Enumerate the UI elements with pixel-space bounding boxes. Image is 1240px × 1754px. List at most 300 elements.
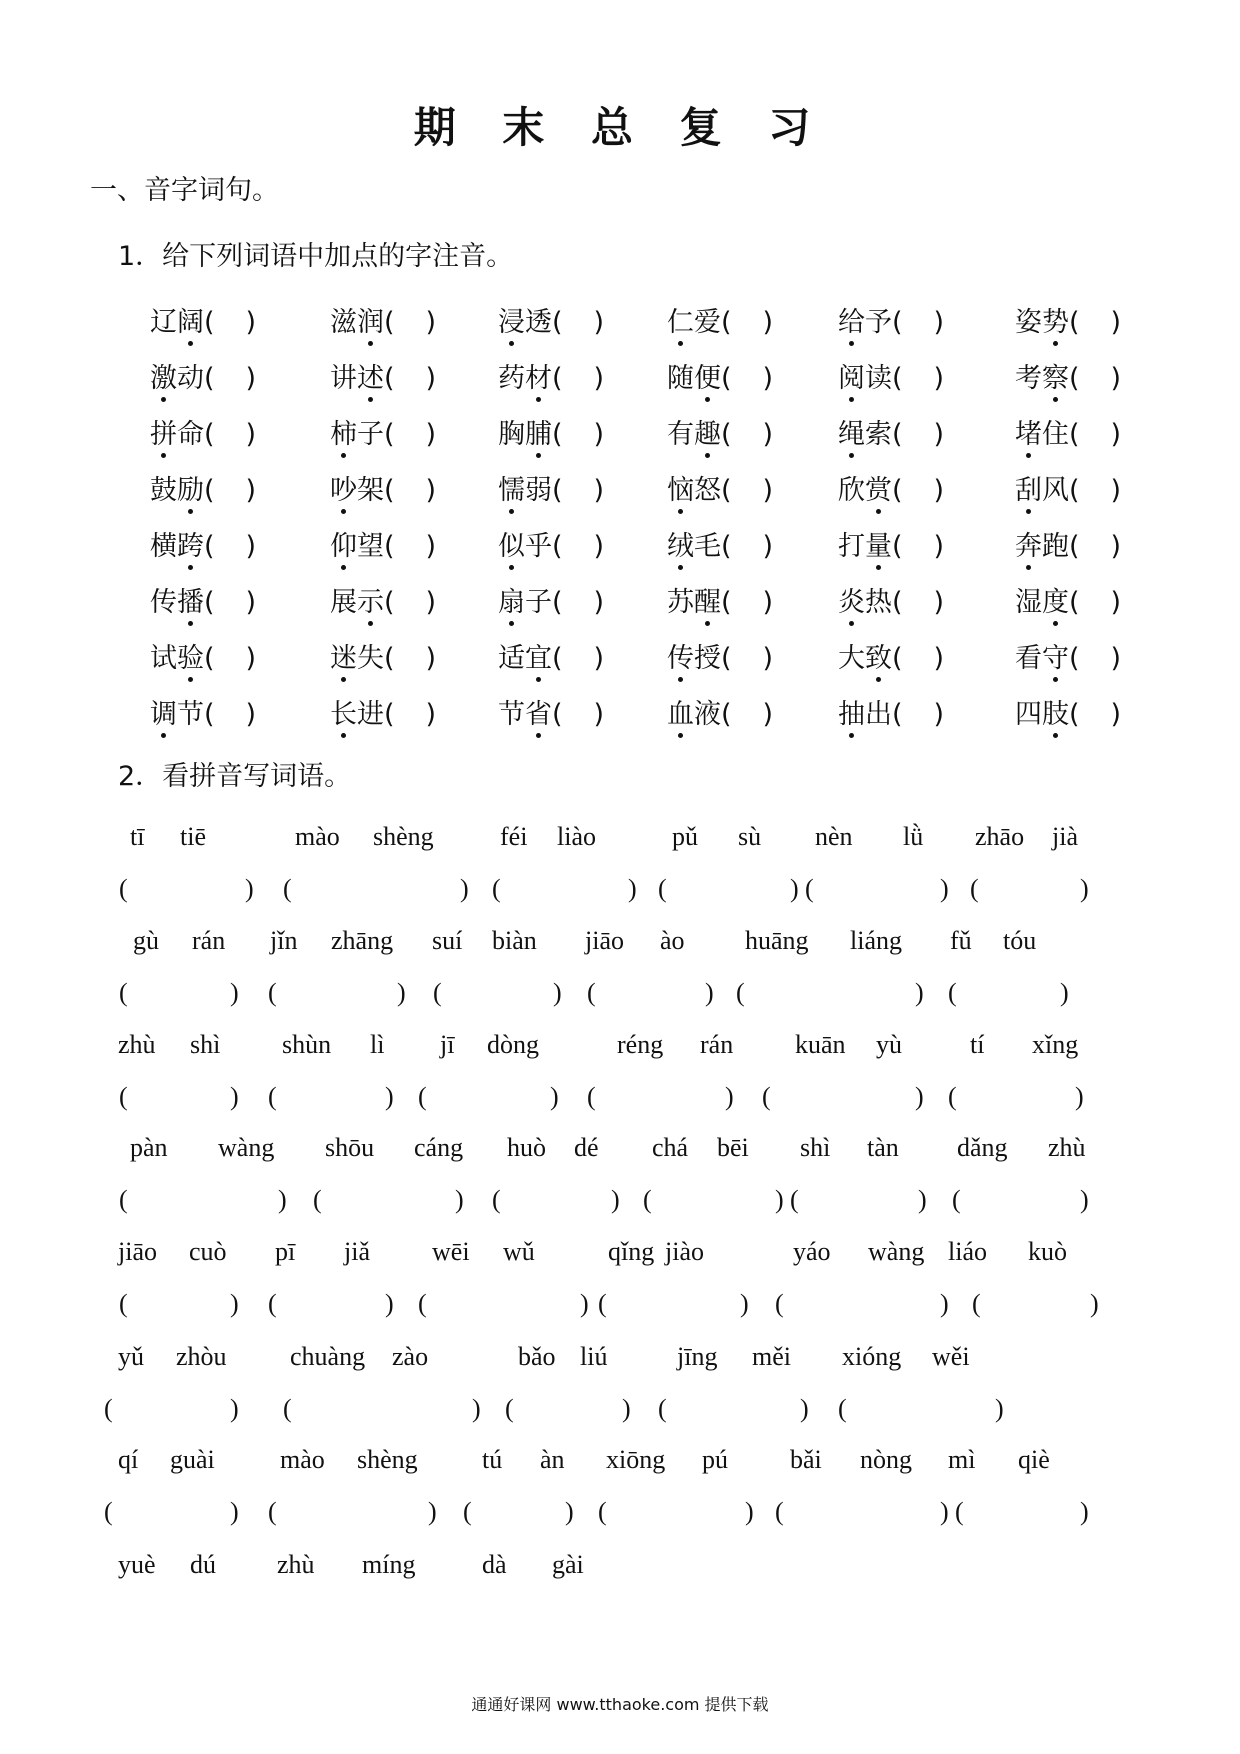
word-item [667,580,827,636]
answer-blank[interactable] [892,419,944,450]
pinyin-syllable: tī [130,822,145,851]
word-text: 姿势 [1015,307,1069,338]
word-item [838,300,998,356]
paren-close[interactable]: ) [460,874,469,903]
paren-close[interactable]: ) [800,1394,809,1423]
paren-open[interactable]: ( [598,1497,607,1526]
word-item [838,636,998,692]
paren-close[interactable]: ) [1090,1289,1099,1318]
word-text: 湿度 [1015,587,1069,618]
paren-close: ) [762,531,773,562]
answer-blank[interactable] [892,643,944,674]
paren-close[interactable]: ) [1075,1082,1084,1111]
paren-close: ) [1110,531,1121,562]
word-text: 欣赏 [838,475,892,506]
pinyin-syllable: xiōng [606,1445,666,1474]
word-text: 刮风 [1015,475,1069,506]
word-item [838,524,998,580]
paren-open: ( [384,363,395,394]
answer-blank[interactable] [384,307,436,338]
answer-blank[interactable] [1069,587,1121,618]
answer-blank[interactable] [204,419,256,450]
paren-open: ( [1069,307,1080,338]
paren-close: ) [762,363,773,394]
pinyin-row [0,1133,1240,1169]
answer-blank[interactable] [552,475,604,506]
pinyin-syllable: tú [482,1445,503,1474]
word-text: 拼命 [150,419,204,450]
paren-open: ( [1069,363,1080,394]
paren-open: ( [204,587,215,618]
answer-blank[interactable] [204,643,256,674]
paren-close[interactable]: ) [550,1082,559,1111]
answer-blank[interactable] [721,699,773,730]
paren-open[interactable]: ( [104,1394,113,1423]
answer-blank[interactable] [204,699,256,730]
paren-open[interactable]: ( [972,1289,981,1318]
answer-blank[interactable] [892,363,944,394]
answer-blank-row [0,1289,1240,1325]
answer-blank[interactable] [552,531,604,562]
paren-close[interactable]: ) [628,874,637,903]
pinyin-syllable: pī [275,1237,296,1266]
answer-blank[interactable] [204,587,256,618]
answer-blank[interactable] [892,699,944,730]
paren-close[interactable]: ) [745,1497,754,1526]
paren-open: ( [552,419,563,450]
paren-open[interactable]: ( [492,874,501,903]
answer-blank[interactable] [892,307,944,338]
paren-open[interactable]: ( [643,1185,652,1214]
pinyin-syllable: pú [702,1445,728,1474]
paren-close: ) [245,587,256,618]
paren-close[interactable]: ) [472,1394,481,1423]
answer-blank[interactable] [204,363,256,394]
word-item [498,468,658,524]
word-item [150,356,310,412]
word-item [330,468,490,524]
answer-blank[interactable] [721,643,773,674]
paren-open[interactable]: ( [775,1497,784,1526]
pinyin-syllable: zhāo [975,822,1025,851]
paren-close: ) [933,699,944,730]
paren-open[interactable]: ( [119,1185,128,1214]
paren-open[interactable]: ( [119,978,128,1007]
answer-blank[interactable] [384,643,436,674]
answer-blank[interactable] [1069,307,1121,338]
paren-close: ) [593,643,604,674]
paren-close: ) [425,419,436,450]
pinyin-syllable: pǔ [672,822,698,851]
paren-close: ) [933,475,944,506]
word-text: 迷失 [330,643,384,674]
word-text: 有趣 [667,419,721,450]
paren-open[interactable]: ( [463,1497,472,1526]
paren-open: ( [892,699,903,730]
word-text: 展示 [330,587,384,618]
paren-close: ) [593,531,604,562]
word-text: 浸透 [498,307,552,338]
answer-blank[interactable] [1069,419,1121,450]
answer-blank[interactable] [721,307,773,338]
word-text: 讲述 [330,363,384,394]
paren-close: ) [762,699,773,730]
pinyin-syllable: tóu [1003,926,1037,955]
paren-close[interactable]: ) [230,1289,239,1318]
paren-open[interactable]: ( [433,978,442,1007]
paren-close[interactable]: ) [940,1289,949,1318]
paren-open[interactable]: ( [119,1289,128,1318]
answer-blank[interactable] [1069,475,1121,506]
paren-close[interactable]: ) [915,1082,924,1111]
word-text: 辽阔 [150,307,204,338]
pinyin-syllable: gù [133,926,159,955]
word-text: 阅读 [838,363,892,394]
word-text: 适宜 [498,643,552,674]
answer-blank-row [0,1082,1240,1118]
paren-close[interactable]: ) [1080,874,1089,903]
paren-close: ) [593,587,604,618]
paren-open: ( [204,363,215,394]
pinyin-syllable: lì [370,1030,385,1059]
paren-open[interactable]: ( [736,978,745,1007]
paren-close: ) [245,363,256,394]
word-text: 奔跑 [1015,531,1069,562]
word-item [150,468,310,524]
question-2-title: 2．看拼音写词语。 [118,761,352,792]
paren-close[interactable]: ) [790,874,799,903]
answer-blank[interactable] [384,475,436,506]
paren-close: ) [1110,643,1121,674]
pinyin-syllable: shōu [325,1133,375,1162]
word-item [838,692,998,748]
paren-open[interactable]: ( [268,978,277,1007]
paren-close[interactable]: ) [611,1185,620,1214]
paren-close[interactable]: ) [705,978,714,1007]
pinyin-syllable: jiāo [118,1237,157,1266]
paren-open: ( [384,531,395,562]
word-text: 柿子 [330,419,384,450]
word-item [1015,692,1175,748]
pinyin-row [0,1237,1240,1273]
paren-close[interactable]: ) [385,1289,394,1318]
word-item [330,524,490,580]
paren-close[interactable]: ) [278,1185,287,1214]
paren-close[interactable]: ) [455,1185,464,1214]
pinyin-row [0,1445,1240,1481]
answer-blank[interactable] [204,307,256,338]
paren-open: ( [384,419,395,450]
paren-open[interactable]: ( [775,1289,784,1318]
paren-close[interactable]: ) [622,1394,631,1423]
paren-close[interactable]: ) [775,1185,784,1214]
paren-open: ( [721,531,732,562]
paren-open[interactable]: ( [283,1394,292,1423]
paren-open: ( [721,475,732,506]
paren-open: ( [1069,587,1080,618]
paren-close: ) [933,419,944,450]
answer-blank[interactable] [892,475,944,506]
answer-blank[interactable] [1069,531,1121,562]
paren-close[interactable]: ) [385,1082,394,1111]
answer-blank-row [0,978,1240,1014]
answer-blank[interactable] [384,419,436,450]
paren-close[interactable]: ) [1060,978,1069,1007]
word-item [667,412,827,468]
word-row [150,580,1160,636]
pinyin-syllable: dú [190,1550,216,1579]
word-text: 考察 [1015,363,1069,394]
pinyin-syllable: mì [948,1445,976,1474]
answer-blank[interactable] [1069,363,1121,394]
paren-open[interactable]: ( [658,1394,667,1423]
answer-blank[interactable] [384,363,436,394]
paren-close: ) [245,307,256,338]
paren-open[interactable]: ( [955,1497,964,1526]
paren-open[interactable]: ( [805,874,814,903]
paren-open[interactable]: ( [952,1185,961,1214]
paren-open[interactable]: ( [268,1082,277,1111]
paren-close: ) [933,363,944,394]
word-row [150,356,1160,412]
word-item [838,580,998,636]
paren-open[interactable]: ( [119,874,128,903]
pinyin-syllable: suí [432,926,463,955]
paren-close[interactable]: ) [940,1497,949,1526]
paren-open: ( [892,531,903,562]
pinyin-syllable: rán [192,926,226,955]
pinyin-syllable: pàn [130,1133,168,1162]
pinyin-syllable: dé [574,1133,599,1162]
paren-open: ( [552,699,563,730]
pinyin-syllable: jiào [665,1237,704,1266]
paren-open[interactable]: ( [104,1497,113,1526]
pinyin-syllable: sù [738,822,762,851]
pinyin-syllable: shùn [282,1030,332,1059]
paren-close: ) [933,531,944,562]
word-row [150,524,1160,580]
answer-blank[interactable] [721,587,773,618]
pinyin-syllable: liào [557,822,596,851]
pinyin-syllable: kuān [795,1030,846,1059]
answer-blank[interactable] [892,587,944,618]
paren-close: ) [1110,419,1121,450]
paren-open[interactable]: ( [418,1082,427,1111]
word-item [667,468,827,524]
paren-open[interactable]: ( [970,874,979,903]
answer-blank[interactable] [1069,643,1121,674]
answer-blank[interactable] [384,531,436,562]
answer-blank[interactable] [1069,699,1121,730]
pinyin-syllable: qiè [1018,1445,1050,1474]
paren-close[interactable]: ) [995,1394,1004,1423]
question-1-grid [150,300,1160,748]
word-text: 仰望 [330,531,384,562]
pinyin-syllable: gài [552,1550,584,1579]
answer-blank[interactable] [721,475,773,506]
paren-open[interactable]: ( [119,1082,128,1111]
paren-open: ( [204,307,215,338]
answer-blank[interactable] [204,475,256,506]
paren-open[interactable]: ( [268,1497,277,1526]
paren-close: ) [1110,587,1121,618]
paren-close[interactable]: ) [940,874,949,903]
pinyin-syllable: cáng [414,1133,464,1162]
paren-open: ( [384,587,395,618]
paren-close[interactable]: ) [580,1289,589,1318]
word-item [150,524,310,580]
pinyin-syllable: yuè [118,1550,156,1579]
word-item [498,356,658,412]
paren-open: ( [552,475,563,506]
paren-close[interactable]: ) [918,1185,927,1214]
word-item [330,356,490,412]
pinyin-syllable: zhù [277,1550,315,1579]
paren-open: ( [204,699,215,730]
answer-blank[interactable] [892,531,944,562]
paren-close: ) [1110,699,1121,730]
paren-open[interactable]: ( [948,1082,957,1111]
pinyin-syllable: shì [800,1133,831,1162]
answer-blank[interactable] [384,587,436,618]
answer-blank[interactable] [721,531,773,562]
paren-open: ( [552,307,563,338]
word-text: 恼怒 [667,475,721,506]
paren-open: ( [552,531,563,562]
paren-close[interactable]: ) [725,1082,734,1111]
paren-close[interactable]: ) [230,978,239,1007]
word-item [498,636,658,692]
paren-open[interactable]: ( [268,1289,277,1318]
paren-open: ( [384,699,395,730]
paren-close: ) [425,363,436,394]
paren-close[interactable]: ) [553,978,562,1007]
paren-open: ( [1069,531,1080,562]
paren-open[interactable]: ( [283,874,292,903]
answer-blank[interactable] [552,307,604,338]
word-item [1015,300,1175,356]
pinyin-row [0,822,1240,858]
pinyin-syllable: nòng [860,1445,912,1474]
paren-close[interactable]: ) [1080,1497,1089,1526]
paren-close[interactable]: ) [915,978,924,1007]
paren-close[interactable]: ) [230,1082,239,1111]
paren-close: ) [762,475,773,506]
paren-close[interactable]: ) [230,1497,239,1526]
paren-close[interactable]: ) [428,1497,437,1526]
word-item [150,300,310,356]
answer-blank[interactable] [552,363,604,394]
paren-open[interactable]: ( [587,1082,596,1111]
paren-open: ( [552,643,563,674]
pinyin-syllable: liáng [850,926,902,955]
word-row [150,692,1160,748]
paren-close[interactable]: ) [397,978,406,1007]
answer-blank[interactable] [721,419,773,450]
paren-open[interactable]: ( [418,1289,427,1318]
paren-close: ) [593,419,604,450]
paren-open[interactable]: ( [762,1082,771,1111]
answer-blank[interactable] [552,699,604,730]
paren-close[interactable]: ) [1080,1185,1089,1214]
paren-close: ) [933,587,944,618]
paren-close: ) [762,643,773,674]
paren-close: ) [425,643,436,674]
word-text: 绒毛 [667,531,721,562]
word-text: 大致 [838,643,892,674]
paren-open: ( [204,643,215,674]
pinyin-syllable: tàn [867,1133,899,1162]
pinyin-syllable: měi [752,1342,791,1371]
paren-open: ( [721,699,732,730]
answer-blank-row [0,1185,1240,1221]
paren-open[interactable]: ( [838,1394,847,1423]
paren-open[interactable]: ( [658,874,667,903]
word-item [330,300,490,356]
paren-close[interactable]: ) [740,1289,749,1318]
paren-open[interactable]: ( [948,978,957,1007]
answer-blank[interactable] [552,419,604,450]
question-1-title: 1．给下列词语中加点的字注音。 [118,241,514,272]
answer-blank[interactable] [552,643,604,674]
word-text: 药材 [498,363,552,394]
answer-blank[interactable] [204,531,256,562]
paren-open: ( [384,475,395,506]
answer-blank[interactable] [384,699,436,730]
word-text: 随便 [667,363,721,394]
paren-open[interactable]: ( [492,1185,501,1214]
paren-close[interactable]: ) [245,874,254,903]
pinyin-syllable: nèn [815,822,853,851]
paren-open: ( [1069,475,1080,506]
paren-close: ) [1110,363,1121,394]
word-text: 抽出 [838,699,892,730]
paren-open[interactable]: ( [313,1185,322,1214]
paren-close: ) [762,587,773,618]
word-item [498,580,658,636]
word-text: 四肢 [1015,699,1069,730]
word-row [150,636,1160,692]
pinyin-syllable: míng [362,1550,416,1579]
paren-open: ( [384,307,395,338]
paren-close: ) [762,307,773,338]
pinyin-syllable: rán [700,1030,734,1059]
pinyin-syllable: mào [280,1445,325,1474]
word-item [667,524,827,580]
paren-open[interactable]: ( [505,1394,514,1423]
word-text: 试验 [150,643,204,674]
section-heading: 一、音字词句。 [90,175,279,206]
paren-open[interactable]: ( [598,1289,607,1318]
pinyin-syllable: qí [118,1445,139,1474]
pinyin-row [0,1550,1240,1586]
answer-blank[interactable] [721,363,773,394]
word-text: 激动 [150,363,204,394]
pinyin-syllable: zhòu [176,1342,227,1371]
word-item [498,692,658,748]
paren-open[interactable]: ( [790,1185,799,1214]
answer-blank[interactable] [552,587,604,618]
pinyin-syllable: wàng [868,1237,925,1266]
word-item [1015,580,1175,636]
paren-close[interactable]: ) [230,1394,239,1423]
word-text: 打量 [838,531,892,562]
word-item [838,412,998,468]
paren-close[interactable]: ) [565,1497,574,1526]
pinyin-syllable: tiē [180,822,206,851]
paren-open[interactable]: ( [587,978,596,1007]
pinyin-syllable: wàng [218,1133,275,1162]
